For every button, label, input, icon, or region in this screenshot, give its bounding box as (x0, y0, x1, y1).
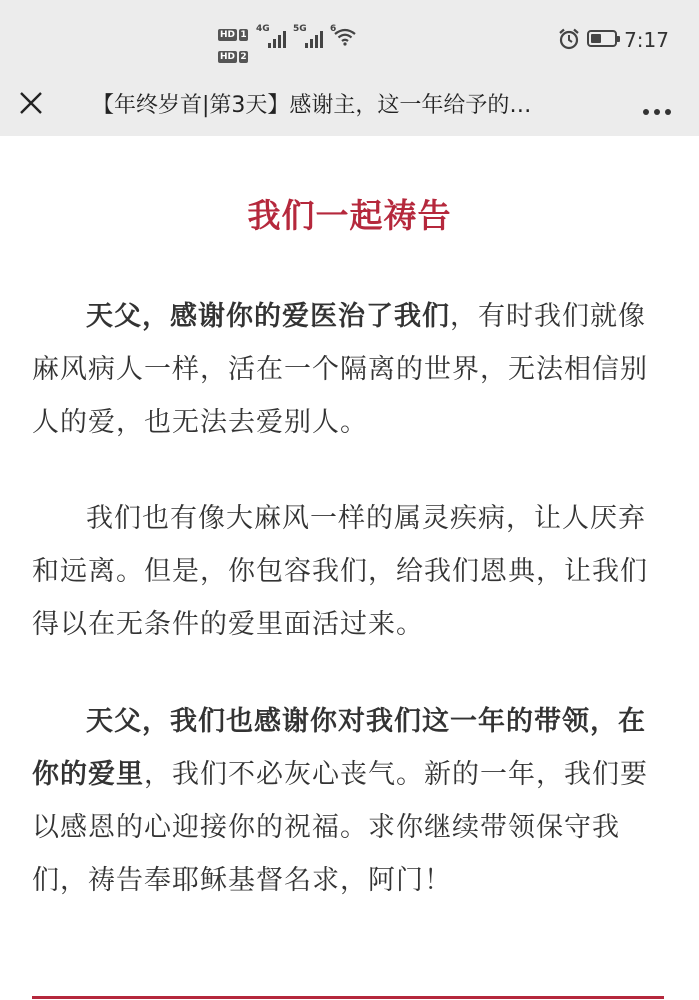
network-type-1: 4G (256, 24, 270, 34)
paragraph-3-text: ，我们不必灰心丧气。新的一年，我们要以感恩的心迎接你的祝福。求你继续带领保守我们，祷告奉耶稣基督名求，阿门！ (32, 759, 648, 896)
sim-indicators (218, 22, 248, 66)
hd-badge-1: HD (220, 30, 236, 40)
sim-2-badge: 2 (240, 52, 247, 62)
battery-icon (587, 30, 617, 47)
more-menu-icon[interactable] (638, 100, 671, 119)
signal-icon (268, 28, 288, 48)
prayer-paragraph-1 (32, 290, 672, 449)
article-heading: 我们一起祷告 (247, 196, 452, 235)
section-divider (32, 996, 664, 999)
paragraph-3-bold: 天父，我们也感谢你对我们这一年的带领，在你的爱里 (32, 706, 646, 790)
clock: 7:17 (624, 28, 669, 52)
prayer-paragraph-3 (32, 695, 672, 907)
network-type-2: 5G (293, 24, 307, 34)
sim-1-badge: 1 (240, 30, 247, 40)
page-title: 【年终岁首|第3天】感谢主，这一年给予的… (92, 93, 532, 118)
status-bar (0, 0, 699, 76)
prayer-paragraph-2 (32, 492, 672, 651)
wifi-badge: 6 (330, 24, 337, 34)
signal-icon-2 (305, 28, 325, 48)
paragraph-1-text: ，有时我们就像麻风病人一样，活在一个隔离的世界，无法相信别人的爱，也无法去爱别人。 (32, 301, 648, 438)
wifi-icon (334, 28, 356, 46)
close-icon[interactable] (18, 90, 44, 116)
title-bar (0, 76, 699, 136)
hd-badge-2: HD (220, 52, 236, 62)
paragraph-1-bold: 天父，感谢你的爱医治了我们 (86, 301, 450, 332)
alarm-icon (558, 28, 580, 50)
paragraph-2-text: 我们也有像大麻风一样的属灵疾病，让人厌弃和远离。但是，你包容我们，给我们恩典，让我们得以在无条件的爱里面活过来。 (32, 503, 648, 640)
